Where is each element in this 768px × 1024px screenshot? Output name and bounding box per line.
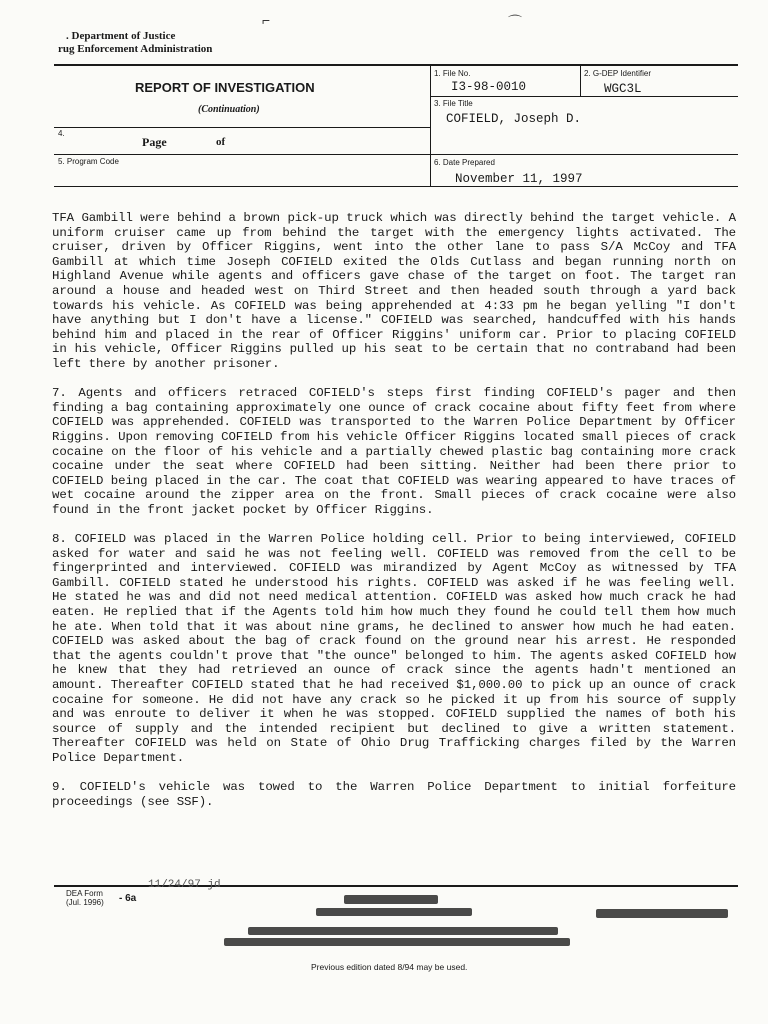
redaction-mark — [316, 908, 472, 916]
form-top-rule — [54, 64, 738, 66]
paragraph-continuation: TFA Gambill were behind a brown pick-up truck which was directly behind the target vehicle. A uniform cruiser came up from behind the target with the emergency lights activated. The cruiser, driven by Officer Riggins, went into the other lane to pass S/A McCoy and TFA Gambill at which time Joseph COFIELD exited the Olds Cutlass and began running north on Highland Avenue while agents and officers gave chase of the target on foot. The target ran around a house and headed west on Third Street and then headed south through a yard back towards his vehicle. As COFIELD was being apprehended at 4:33 pm he began yelling "I don't have anything but I don't have a license." COFIELD was searched, handcuffed with his hands behind him and placed in the rear of Officer Riggins' uniform car. Prior to placing COFIELD in his vehicle, Officer Riggins pulled up his seat to be certain that no contraband had been left there by another prisoner. — [52, 211, 736, 371]
redaction-mark — [596, 909, 728, 918]
file-no-value: I3-98-0010 — [451, 80, 527, 94]
form-rule — [54, 186, 738, 187]
scan-mark: ⌐ — [262, 12, 271, 28]
file-title-label: 3. File Title — [434, 99, 473, 108]
form-revision: (Jul. 1996) — [66, 898, 104, 907]
form-label — [66, 889, 104, 907]
paragraph-9: 9. COFIELD's vehicle was towed to the Warren Police Department to initial forfeiture proceedings (see SSF). — [52, 780, 736, 809]
paragraph-8: 8. COFIELD was placed in the Warren Police holding cell. Prior to being interviewed, COFIELD asked for water and said he was not feeling well. COFIELD was removed from the cell to be fingerprinted and interviewed. COFIELD was mirandized by Agent McCoy as witnessed by TFA Gambill. COFIELD stated he understood his rights. COFIELD was asked if he was feeling well. He stated he was and did not need medical attention. COFIELD was asked how much crack he had eaten. He replied that if the Agents told him how much they found he could tell them how much he ate. When told that it was about nine grams, he declined to answer how much he had eaten. COFIELD was asked about the bag of crack found on the ground near his arrest. He responded that the agents couldn't prove that "the ounce" belonged to him. The agents asked COFIELD how he knew that they had retrieved an ounce of crack since the agents hadn't mentioned an amount. Thereafter COFIELD stated that he had received $1,000.00 to pick up an ounce of crack cocaine for someone. He did not have any crack so he picked it up from his source of supply and was enroute to deliver it when he was stopped. COFIELD supplied the names of both his source of supply and the intended recipient but declined to give a written statement. Thereafter COFIELD was held on State of Ohio Drug Trafficking charges filed by the Warren Police Department. — [52, 532, 736, 765]
form-rule — [430, 96, 738, 97]
department-name: . Department of Justice — [66, 30, 176, 42]
date-prepared-label: 6. Date Prepared — [434, 158, 495, 167]
report-title: REPORT OF INVESTIGATION — [135, 80, 315, 95]
form-rule — [54, 127, 430, 128]
report-body — [52, 211, 736, 824]
paragraph-7: 7. Agents and officers retraced COFIELD's steps first finding COFIELD's pager and then finding a bag containing approximately one ounce of crack cocaine about fifty feet from where COFIELD was apprehended. COFIELD was transported to the Warren Police Department by Officer Riggins. Upon removing COFIELD from his vehicle Officer Riggins located small pieces of crack cocaine on the floor of his vehicle and a partially chewed plastic bag containing more crack cocaine under the seat where COFIELD had been sitting. Neither had been there prior to COFIELD being placed in the car. The coat that COFIELD was wearing appeared to have traces of wet cocaine around the zipper area on the front. Small pieces of crack cocaine were also found in the front jacket pocket by Officer Riggins. — [52, 386, 736, 517]
form-name: DEA Form — [66, 889, 103, 898]
page-of-label: of — [216, 136, 226, 148]
agency-header — [58, 30, 212, 56]
date-prepared-value: November 11, 1997 — [455, 172, 583, 186]
file-no-label: 1. File No. — [434, 69, 471, 78]
program-code-label: 5. Program Code — [58, 157, 119, 166]
redaction-mark — [248, 927, 558, 935]
form-divider — [580, 66, 581, 96]
administration-name: rug Enforcement Administration — [58, 43, 213, 55]
form-divider — [430, 66, 431, 186]
gdep-label: 2. G-DEP Identifier — [584, 69, 651, 78]
scan-mark: ⌒ — [508, 14, 522, 30]
continuation-label: (Continuation) — [198, 104, 260, 115]
redaction-mark — [224, 938, 570, 946]
redaction-mark — [344, 895, 438, 904]
form-rule — [54, 154, 738, 155]
previous-edition-note: Previous edition dated 8/94 may be used. — [311, 962, 468, 972]
initials-date: 11/24/97 jd — [148, 879, 221, 891]
gdep-value: WGC3L — [604, 82, 642, 96]
page-label: Page — [142, 135, 167, 149]
file-title-value: COFIELD, Joseph D. — [446, 112, 582, 126]
field4-label: 4. — [58, 129, 65, 138]
form-number: - 6a — [119, 893, 137, 904]
